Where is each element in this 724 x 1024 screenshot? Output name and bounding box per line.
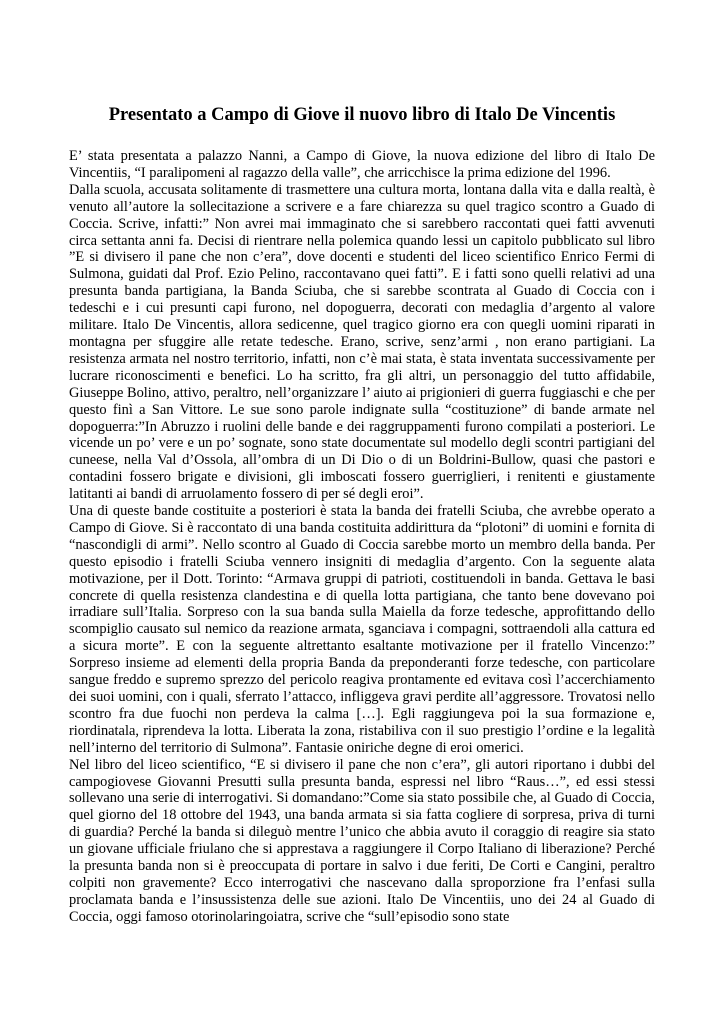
paragraph-intro: E’ stata presentata a palazzo Nanni, a Campo di Giove, la nuova edizione del libro di Italo De Vincentiis, “I paralipomeni al ragazzo della valle”, che arricchisce la prima edizione del 1996. [69, 148, 655, 181]
paragraph-sciuba-band: Una di queste bande costituite a posteriori è stata la banda dei fratelli Sciuba, che avrebbe operato a Campo di Giove. Si è raccontato di una banda costituita addirittura da “plotoni” di uomini e fornita di “nascondigli di armi”. Nello scontro al Guado di Coccia sarebbe morto un membro della banda. Per questo episodio i fratelli Sciuba vennero insigniti di medaglia d’argento. Con la seguente alata motivazione, per il Dott. Torinto: “Armava gruppi di patrioti, costituendoli in banda. Gettava le basi concrete di quella resistenza clandestina e di quella lotta partigiana, che tanto bene dovevano poi irradiare sull’Italia. Sorpreso con la sua banda sulla Maiella da forze tedesche, approfittando dello scompiglio causato sul nemico da reazione armata, sganciava i compagni, sottraendoli alla cattura ed a sicura morte”. E con la seguente altrettanto esaltante motivazione per il fratello Vincenzo:” Sorpreso insieme ad elementi della propria Banda da preponderanti forze tedesche, con particolare sangue freddo e supremo sprezzo del pericolo reagiva prontamente ed evitava così l’accerchiamento dei suoi uomini, con i quali, sferrato l’attacco, infliggeva gravi perdite all’aggressore. Trovatosi nello scontro fra due fuochi non perdeva la calma […]. Egli raggiungeva poi la sua formazione e, riordinatala, riprendeva la lotta. Liberata la zona, ristabiliva con il suo prestigio l’ordine e la legalità nell’interno del territorio di Sulmona”. Fantasie oniriche degne di eroi omerici. [69, 503, 655, 756]
paragraph-school: Dalla scuola, accusata solitamente di trasmettere una cultura morta, lontana dalla vita e dalla realtà, è venuto all’autore la sollecitazione a scrivere e a fare chiarezza su quel tragico scontro a Guado di Coccia. Scrive, infatti:” Non avrei mai immaginato che si sarebbero raccontati quei fatti avvenuti circa settanta anni fa. Decisi di rientrare nella polemica quando lessi un capitolo pubblicato sul libro ”E si divisero il pane che non c’era”, dove docenti e studenti del liceo scientifico Enrico Fermi di Sulmona, guidati dal Prof. Ezio Pelino, raccontavano quei fatti”. E i fatti sono quelli relativi ad una presunta banda partigiana, la Banda Sciuba, che si sarebbe scontrata al Guado di Coccia con i tedeschi e i cui presunti capi furono, nel dopoguerra, decorati con medaglia d’argento al valore militare. Italo De Vincentis, allora sedicenne, quel tragico giorno era con quegli uomini riparati in montagna per sfuggire alle retate tedesche. Erano, scrive, senz’armi , non erano partigiani. La resistenza armata nel nostro territorio, infatti, non c’è mai stata, è stata inventata successivamente per lucrare riconoscimenti e benefici. Lo ha scritto, fra gli altri, un personaggio del tutto affidabile, Giuseppe Bolino, attivo, peraltro, nell’organizzare l’ aiuto ai prigionieri di guerra fuggiaschi e che per questo finì a San Vittore. Le sue sono parole indignate sulla “costituzione” di bande armate nel dopoguerra:”In Abruzzo i ruolini delle bande e dei raggruppamenti furono compilati a posteriori. Le vicende un po’ vere e un po’ sognate, sono state documentate sul modello degli scontri partigiani del cuneese, nella Val d’Ossola, all’ombra di un Di Dio o di un Boldrini-Bullow, quasi che pastori e contadini fossero brigate e divisioni, gli imboscati fossero guerriglieri, i renitenti e giustamente latitanti ai bandi di arruolamento fossero di per sé degli eroi”. [69, 181, 655, 503]
document-page [69, 104, 655, 926]
article-title: Presentato a Campo di Giove il nuovo libro di Italo De Vincentis [108, 105, 616, 125]
paragraph-liceo-book: Nel libro del liceo scientifico, “E si divisero il pane che non c’era”, gli autori riportano i dubbi del campogiovese Giovanni Presutti sulla presunta banda, espressi nel libro “Raus…”, ed essi stessi sollevano una serie di interrogativi. Si domandano:”Come sia stato possibile che, al Guado di Coccia, quel giorno del 18 ottobre del 1943, una banda armata si sia fatta cogliere di sorpresa, priva di turni di guardia? Perché la banda si dileguò mentre l’unico che abbia avuto il coraggio di reagire sia stato un giovane ufficiale friulano che si apprestava a raggiungere il Corpo Italiano di liberazione? Perché la presunta banda non si è preoccupata di portare in salvo i due feriti, De Corti e Cangini, peraltro colpiti non gravemente? Ecco interrogativi che nascevano dalla sproporzione fra l’enfasi sulla proclamata banda e l’insussistenza delle sue azioni. Italo De Vincentiis, uno dei 24 al Guado di Coccia, oggi famoso otorinolaringoiatra, scrive che “sull’episodio sono state [69, 756, 655, 925]
article-body [69, 148, 655, 926]
